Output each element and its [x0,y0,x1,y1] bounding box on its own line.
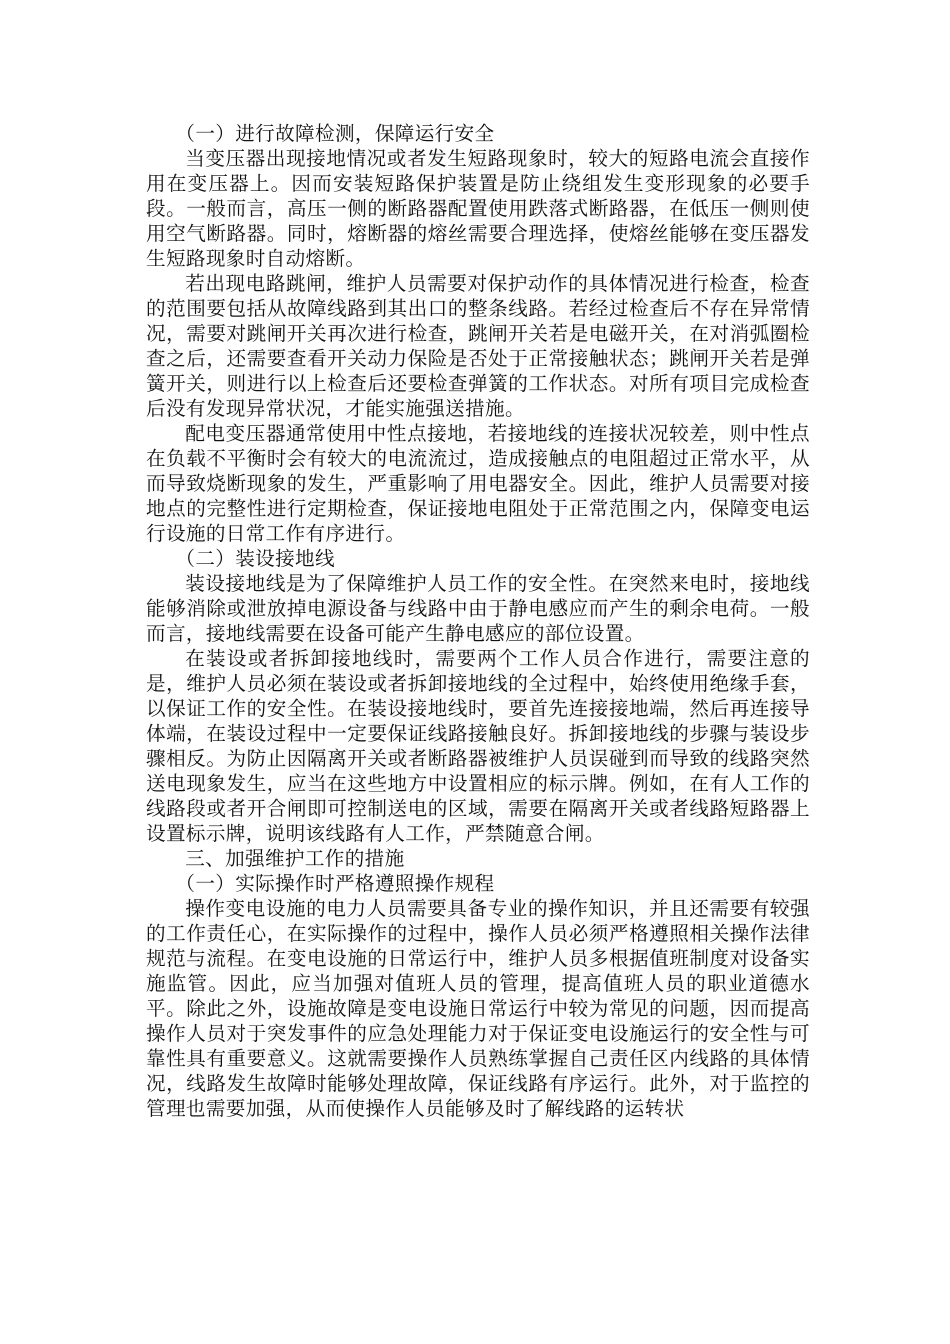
section-heading-grounding-wire: （二）装设接地线 [175,547,335,570]
document-body [146,121,810,1121]
paragraph-short-circuit-protection: 当变压器出现接地情况或者发生短路现象时，较大的短路电流会直接作用在变压器上。因而安装短路保护装置是防止绕组发生变形现象的必要手段。一般而言，高压一侧的断路器配置使用跌落式断路器，在低压一侧则使用空气断路器。同时，熔断器的熔丝需要合理选择，使熔丝能够在变压器发生短路现象时自动熔断。 [146,147,810,270]
paragraph-grounding-procedure: 在装设或者拆卸接地线时，需要两个工作人员合作进行，需要注意的是，维护人员必须在装设或者拆卸接地线的全过程中，始终使用绝缘手套，以保证工作的安全性。在装设接地线时，要首先连接接地端，然后再连接导体端，在装设过程中一定要保证线路接触良好。拆卸接地线的步骤与装设步骤相反。为防止因隔离开关或者断路器被维护人员误碰到而导致的线路突然送电现象发生，应当在这些地方中设置相应的标示牌。例如，在有人工作的线路段或者开合闸即可控制送电的区域，需要在隔离开关或者线路短路器上设置标示牌，说明该线路有人工作，严禁随意合闸。 [146,647,810,845]
section-heading-fault-detection: （一）进行故障检测，保障运行安全 [175,122,495,145]
paragraph-grounding-purpose: 装设接地线是为了保障维护人员工作的安全性。在突然来电时，接地线能够消除或泄放掉电源设备与线路中由于静电感应而产生的剩余电荷。一般而言，接地线需要在设备可能产生静电感应的部位设置。 [146,572,810,645]
paragraph-neutral-grounding: 配电变压器通常使用中性点接地，若接地线的连接状况较差，则中性点在负载不平衡时会有较大的电流流过，造成接触点的电阻超过正常水平，从而导致烧断现象的发生，严重影响了用电器安全。因此，维护人员需要对接地点的完整性进行定期检查，保证接地电阻处于正常范围之内，保障变电运行设施的日常工作有序进行。 [146,422,810,545]
paragraph-trip-inspection: 若出现电路跳闸，维护人员需要对保护动作的具体情况进行检查，检查的范围要包括从故障线路到其出口的整条线路。若经过检查后不存在异常情况，需要对跳闸开关再次进行检查，跳闸开关若是电磁开关，在对消弧圈检查之后，还需要查看开关动力保险是否处于正常接触状态；跳闸开关若是弹簧开关，则进行以上检查后还要检查弹簧的工作状态。对所有项目完成检查后没有发现异常状况，才能实施强送措施。 [146,272,810,420]
section-heading-operating-rules: （一）实际操作时严格遵照操作规程 [175,872,495,895]
paragraph-operator-requirements: 操作变电设施的电力人员需要具备专业的操作知识，并且还需要有较强的工作责任心，在实际操作的过程中，操作人员必须严格遵照相关操作法律规范与流程。在变电设施的日常运行中，维护人员多根据值班制度对设备实施监管。因此，应当加强对值班人员的管理，提高值班人员的职业道德水平。除此之外，设施故障是变电设施日常运行中较为常见的问题，因而提高操作人员对于突发事件的应急处理能力对于保证变电设施运行的安全性与可靠性具有重要意义。这就需要操作人员熟练掌握自己责任区内线路的具体情况，线路发生故障时能够处理故障，保证线路有序运行。此外，对于监控的管理也需要加强，从而使操作人员能够及时了解线路的运转状 [146,897,810,1120]
section-heading-maintenance-measures: 三、加强维护工作的措施 [185,847,405,870]
